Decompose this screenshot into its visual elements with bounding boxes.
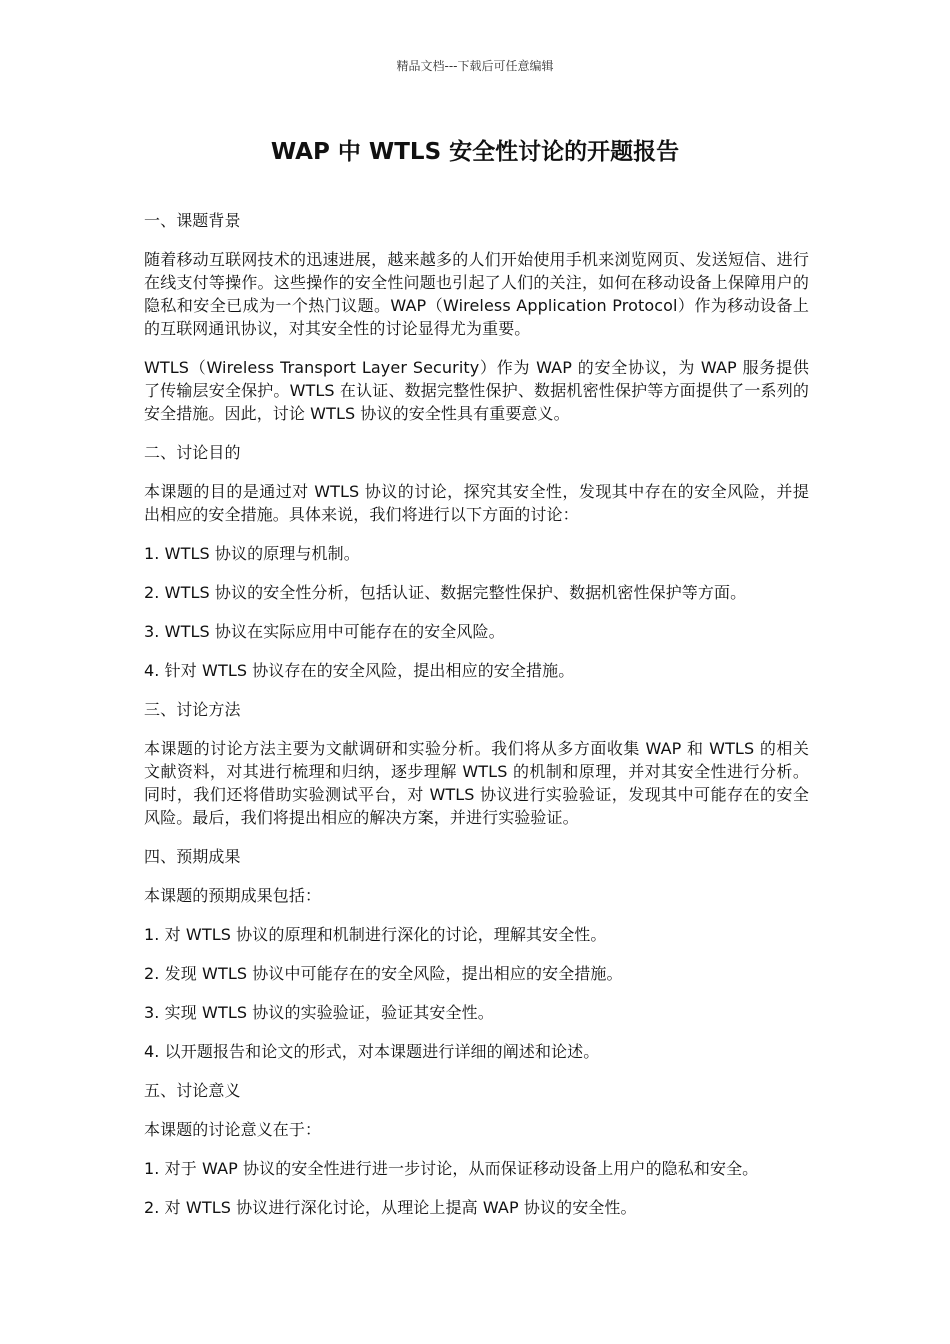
list-item: 1. 对于 WAP 协议的安全性进行进一步讨论，从而保证移动设备上用户的隐私和安全。 xyxy=(144,1159,759,1178)
document-title: WAP 中 WTLS 安全性讨论的开题报告 xyxy=(270,139,680,165)
list-item: 1. WTLS 协议的原理与机制。 xyxy=(144,544,360,563)
list-item: 2. 对 WTLS 协议进行深化讨论，从理论上提高 WAP 协议的安全性。 xyxy=(144,1198,637,1217)
list-item: 4. 以开题报告和论文的形式，对本课题进行详细的阐述和论述。 xyxy=(144,1042,600,1061)
section-heading: 四、预期成果 xyxy=(144,847,241,866)
list-item: 2. WTLS 协议的安全性分析，包括认证、数据完整性保护、数据机密性保护等方面。 xyxy=(144,583,747,602)
section-heading: 三、讨论方法 xyxy=(144,700,241,719)
section-heading: 五、讨论意义 xyxy=(144,1081,241,1100)
list-item: 3. 实现 WTLS 协议的实验验证，验证其安全性。 xyxy=(144,1003,494,1022)
list-item: 1. 对 WTLS 协议的原理和机制进行深化的讨论，理解其安全性。 xyxy=(144,925,607,944)
section-heading: 二、讨论目的 xyxy=(144,443,241,462)
paragraph: 本课题的预期成果包括： xyxy=(144,886,322,905)
paragraph: 本课题的讨论意义在于： xyxy=(144,1120,322,1139)
list-item: 3. WTLS 协议在实际应用中可能存在的安全风险。 xyxy=(144,622,505,641)
page-header: 精品文档---下载后可任意编辑 xyxy=(396,59,554,73)
document-body xyxy=(144,209,809,1235)
list-item: 4. 针对 WTLS 协议存在的安全风险，提出相应的安全措施。 xyxy=(144,661,575,680)
paragraph: 本课题的讨论方法主要为文献调研和实验分析。我们将从多方面收集 WAP 和 WTLS 的相关文献资料，对其进行梳理和归纳，逐步理解 WTLS 的机制和原理，并对其安全性进行分析。同时，我们还将借助实验测试平台，对 WTLS 协议进行实验验证，发现其中可能存在的安全风险。最后，我们将提出相应的解决方案，并进行实验验证。 xyxy=(144,739,809,827)
paragraph: 随着移动互联网技术的迅速进展，越来越多的人们开始使用手机来浏览网页、发送短信、进行在线支付等操作。这些操作的安全性问题也引起了人们的关注，如何在移动设备上保障用户的隐私和安全已成为一个热门议题。WAP（Wireless Application Protocol）作为移动设备上的互联网通讯协议，对其安全性的讨论显得尤为重要。 xyxy=(144,250,809,338)
list-item: 2. 发现 WTLS 协议中可能存在的安全风险，提出相应的安全措施。 xyxy=(144,964,623,983)
paragraph: 本课题的目的是通过对 WTLS 协议的讨论，探究其安全性，发现其中存在的安全风险，并提出相应的安全措施。具体来说，我们将进行以下方面的讨论： xyxy=(144,482,809,524)
paragraph: WTLS（Wireless Transport Layer Security）作为 WAP 的安全协议，为 WAP 服务提供了传输层安全保护。WTLS 在认证、数据完整性保护、数据机密性保护等方面提供了一系列的安全措施。因此，讨论 WTLS 协议的安全性具有重要意义。 xyxy=(144,358,809,423)
section-heading: 一、课题背景 xyxy=(144,211,241,230)
